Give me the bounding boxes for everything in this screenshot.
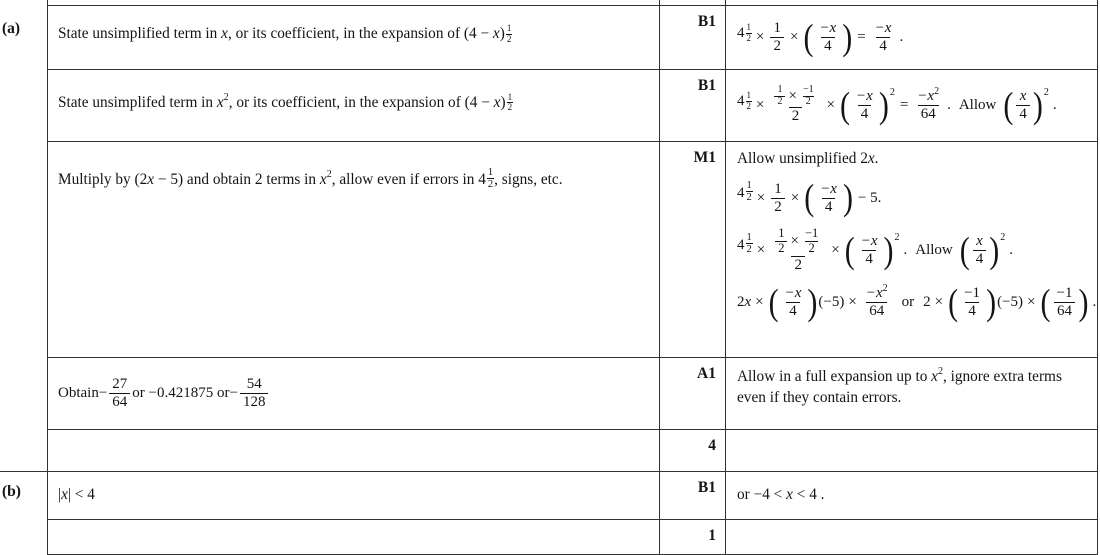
mark-cell-row1 — [660, 6, 726, 70]
fraction-one-half: $\frac{1}{2}$ — [775, 227, 787, 256]
formula-second-term: 4 $\frac{1}{2}$ × $\frac{1}{2}$ × $\frac{-1}{2}$ 2 × ( −x 4 ) $^2$ = −x $^2$ 64 . Allow ( x 4 ) $^2$ . — [737, 84, 1057, 126]
mark-code-a1: A1 — [697, 365, 716, 382]
criterion-text-row6: |x| < 4 — [58, 486, 95, 504]
power-4-half: 4 $\frac{1}{2}$ — [737, 22, 751, 43]
mark-code-b1: B1 — [697, 479, 716, 496]
criterion-text-row1: State unsimplified term in x, or its coefficient, in the expansion of (4 − x) $\frac{1}{2}$ — [58, 23, 512, 44]
formula-first-term: 4 $\frac{1}{2}$ × $\frac{1}{2}$ × ( −x 4 ) = $\frac{-x}{4}$ . — [737, 16, 904, 58]
exponent-one-half: $\frac{1}{2}$ — [507, 91, 513, 113]
power-4-half: 4 $\frac{1}{2}$ — [737, 232, 752, 256]
minus-five: − 5. — [857, 189, 882, 206]
times-sign: × — [789, 29, 799, 45]
var-x: x — [931, 368, 938, 386]
empty-cell — [48, 430, 660, 472]
fraction-minus-x-over-4: −x 4 — [820, 180, 837, 215]
guidance-row4 — [726, 358, 1098, 430]
guidance-row2 — [726, 70, 1098, 142]
minus-five-parens: (−5) — [818, 294, 845, 311]
fraction-one-half: $\frac{1}{2}$ — [770, 20, 784, 56]
part-a-cell — [0, 6, 48, 472]
total-marks-a-cell — [660, 430, 726, 472]
total-marks-a: 4 — [708, 437, 716, 454]
criterion-row4 — [48, 358, 660, 430]
a1-guidance-note: Allow in a full expansion up to $x^2$, ignore extra terms even if they contain errors. — [737, 366, 1062, 406]
part-a-label: (a) — [2, 20, 21, 37]
mark-code-b1: B1 — [697, 77, 716, 94]
power-4-half: 4 $\frac{1}{2}$ — [737, 90, 751, 111]
fraction-54-over-128: $\frac{54}{128}$ — [240, 376, 269, 412]
times-sign: × — [756, 242, 766, 259]
fraction-minus-x-over-4: −x 4 — [860, 232, 878, 268]
formula-m1-line3: 4 $\frac{1}{2}$ × $\frac{1}{2}$ × $\frac{-1}{2}$ 2 × ( −x 4 ) $^2$ . Allow ( x 4 ) $^2$ . — [737, 226, 1013, 273]
minus-sign: − — [229, 385, 238, 402]
fraction-one-half: $\frac{1}{2}$ — [774, 85, 785, 107]
times-sign: × — [831, 242, 840, 259]
formula-m1-line4: 2x × ( −x 4 ) (−5) × −x $^2$ 64 or 2 × ( −1 4 ) (−5) × ( −1 64 ) . — [737, 281, 1097, 323]
mark-cell-row3 — [660, 142, 726, 358]
criterion-row2 — [48, 70, 660, 142]
mark-cell-row6 — [660, 472, 726, 520]
guidance-row3 — [726, 142, 1098, 358]
fraction-minus-x-squared-over-64: −x $^2$ 64 — [917, 85, 940, 122]
fraction-minus-x-over-4: −x 4 — [784, 284, 802, 320]
superscript-2: 2 — [937, 366, 943, 377]
equals-sign: = — [899, 97, 909, 113]
times-sign: × — [790, 232, 799, 249]
criterion-row6 — [48, 472, 660, 520]
squared-exponent: 2 — [889, 87, 895, 98]
var-x: x — [147, 171, 155, 189]
part-b-cell — [0, 472, 48, 555]
fraction-minus-x-over-4: −x 4 — [856, 87, 873, 122]
mark-code-b1: B1 — [697, 13, 716, 30]
fraction-minus-x-over-4: −x 4 — [819, 19, 837, 54]
criterion-text-row2: State unsimplifed term in $x^2$, or its coefficient, in the expansion of (4 − x) $\frac{1}{2}$ — [58, 91, 513, 113]
superscript-2: 2 — [223, 91, 229, 103]
fraction-minus-one-half: $\frac{-1}{2}$ — [804, 226, 819, 255]
squared-exponent: 2 — [894, 232, 900, 244]
exponent-one-half: $\frac{1}{2}$ — [746, 232, 752, 256]
var-x: x — [216, 93, 224, 111]
guidance-row6 — [726, 472, 1098, 520]
times-sign: × — [756, 29, 765, 45]
times-sign: × — [756, 189, 766, 206]
var-x: x — [319, 171, 327, 189]
b1-guidance-note: or −4 < x < 4 . — [737, 486, 825, 504]
fraction-binomial-coefficient: $\frac{1}{2}$ × $\frac{-1}{2}$ 2 — [770, 85, 820, 125]
times-sign: × — [934, 294, 944, 311]
squared-exponent: 2 — [1000, 232, 1006, 244]
total-marks-b-cell — [660, 520, 726, 555]
exponent-one-half: $\frac{1}{2}$ — [487, 167, 494, 191]
exponent-one-half: $\frac{1}{2}$ — [506, 23, 512, 44]
allow-label: Allow — [915, 242, 953, 259]
total-marks-b: 1 — [708, 527, 716, 544]
fraction-minus-x-over-4: $\frac{-x}{4}$ — [874, 19, 892, 54]
times-sign: × — [755, 294, 764, 311]
fraction-minus-one-over-4: −1 4 — [964, 284, 981, 320]
var-x: x — [786, 486, 793, 504]
allow-label: Allow — [958, 97, 997, 113]
abs-bar: | — [58, 486, 62, 504]
times-sign: × — [756, 97, 765, 113]
fraction-27-over-64: $\frac{27}{64}$ — [109, 376, 130, 412]
times-sign: × — [788, 87, 797, 104]
var-x: x — [61, 486, 68, 504]
fraction-minus-x-squared-over-64: −x $^2$ 64 — [865, 282, 888, 320]
power-4-half: 4 $\frac{1}{2}$ — [737, 179, 752, 203]
criterion-text-row4: Obtain − $\frac{27}{64}$ or −0.421875 or − $\frac{54}{128}$ — [58, 376, 270, 412]
squared-exponent: 2 — [1043, 87, 1049, 98]
times-sign: × — [1027, 294, 1036, 311]
var-x: x — [867, 150, 875, 167]
fraction-binomial-coefficient: $\frac{1}{2}$ × $\frac{-1}{2}$ 2 — [771, 227, 825, 274]
mark-cell-row4 — [660, 358, 726, 430]
or-label: or — [901, 294, 915, 311]
criterion-row3 — [48, 142, 660, 358]
var-x: x — [493, 93, 501, 111]
fraction-minus-one-over-64: −1 64 — [1053, 285, 1075, 321]
fraction-x-over-4: x 4 — [973, 233, 987, 269]
var-x: x — [492, 25, 500, 43]
guidance-row1 — [726, 6, 1098, 70]
fraction-minus-one-half: $\frac{-1}{2}$ — [802, 84, 814, 107]
equals-sign: = — [857, 29, 866, 45]
minus-sign: − — [98, 385, 108, 402]
allow-unsimplified-note: Allow unsimplified 2x. — [737, 150, 879, 167]
fraction-one-half: $\frac{1}{2}$ — [771, 181, 785, 217]
empty-cell — [726, 520, 1098, 555]
empty-cell — [726, 430, 1098, 472]
var-x: x — [221, 25, 228, 43]
part-b-label: (b) — [2, 483, 21, 500]
times-sign: × — [826, 97, 836, 113]
formula-m1-line2: 4 $\frac{1}{2}$ × $\frac{1}{2}$ × ( −x 4 ) − 5. — [737, 177, 882, 219]
minus-five-parens: (−5) — [997, 294, 1024, 311]
superscript-2: 2 — [326, 169, 332, 180]
var-x: x — [744, 294, 752, 311]
times-sign: × — [790, 189, 800, 206]
exponent-one-half: $\frac{1}{2}$ — [746, 22, 751, 43]
mark-cell-row2 — [660, 70, 726, 142]
fraction-x-over-4: x 4 — [1016, 88, 1030, 124]
empty-cell — [48, 520, 660, 555]
exponent-one-half: $\frac{1}{2}$ — [746, 90, 751, 111]
mark-code-m1: M1 — [693, 149, 716, 166]
criterion-text-row3: Multiply by (2x − 5) and obtain 2 terms in $x^2$, allow even if errors in 4 $\frac{1}{2}$ , signs, etc. — [58, 167, 563, 191]
two-x-term: 2x — [737, 294, 752, 311]
criterion-row1 — [48, 6, 660, 70]
exponent-one-half: $\frac{1}{2}$ — [746, 179, 752, 203]
times-sign: × — [848, 294, 857, 311]
